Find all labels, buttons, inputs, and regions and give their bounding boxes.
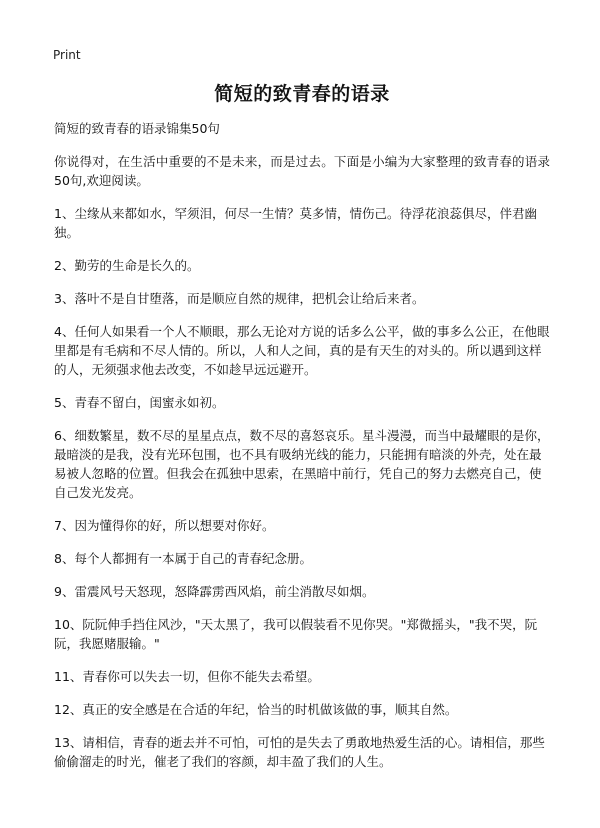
quote-item: 8、每个人都拥有一本属于自己的青春纪念册。 (54, 551, 312, 566)
quote-item: 10、阮阮伸手挡住风沙，"天太黑了，我可以假装看不见你哭。"郑微摇头，"我不哭，阮阮，我愿赌服输。" (54, 617, 538, 651)
quote-item: 2、勤劳的生命是长久的。 (54, 258, 200, 273)
print-link[interactable]: Print (53, 48, 81, 62)
quote-item: 3、落叶不是自甘堕落，而是顺应自然的规律，把机会让给后来者。 (54, 291, 425, 306)
quote-item: 7、因为懂得你的好，所以想要对你好。 (54, 518, 275, 533)
quote-item: 5、青春不留白，闺蜜永如初。 (54, 395, 225, 410)
quote-item: 9、雷震风号天怒现，怒降霹雳西风焰，前尘消散尽如烟。 (54, 584, 375, 599)
intro-paragraph: 你说得对，在生活中重要的不是未来，而是过去。下面是小编为大家整理的致青春的语录50句,欢迎阅读。 (54, 154, 550, 188)
quote-item: 12、真正的安全感是在合适的年纪，恰当的时机做该做的事，顺其自然。 (54, 702, 458, 717)
subtitle: 简短的致青春的语录锦集50句 (54, 121, 220, 136)
page-title: 简短的致青春的语录 (214, 83, 390, 105)
quote-item: 6、细数繁星，数不尽的星星点点，数不尽的喜怒哀乐。星斗漫漫，而当中最耀眼的是你，最暗淡的是我，没有光环包围，也不具有吸纳光线的能力，只能拥有暗淡的外壳，处在最易被人忽略的位置。但我会在孤独中思索，在黑暗中前行，凭自己的努力去燃亮自己，使自己发光发亮。 (54, 428, 550, 500)
quote-list (54, 204, 550, 771)
quote-item: 4、任何人如果看一个人不顺眼，那么无论对方说的话多么公平，做的事多么公正，在他眼里都是有毛病和不尽人情的。所以，人和人之间，真的是有天生的对头的。所以遇到这样的人，无须强求他去改变，不如趁早远远避开。 (54, 324, 550, 377)
quote-item: 1、尘缘从来都如水，罕须泪，何尽一生情？莫多情，情伤己。待浮花浪蕊俱尽，伴君幽独。 (54, 206, 537, 240)
quote-item: 13、请相信，青春的逝去并不可怕，可怕的是失去了勇敢地热爱生活的心。请相信，那些偷偷溜走的时光，催老了我们的容颜，却丰盈了我们的人生。 (54, 735, 545, 769)
quote-item: 11、青春你可以失去一切，但你不能失去希望。 (54, 669, 320, 684)
